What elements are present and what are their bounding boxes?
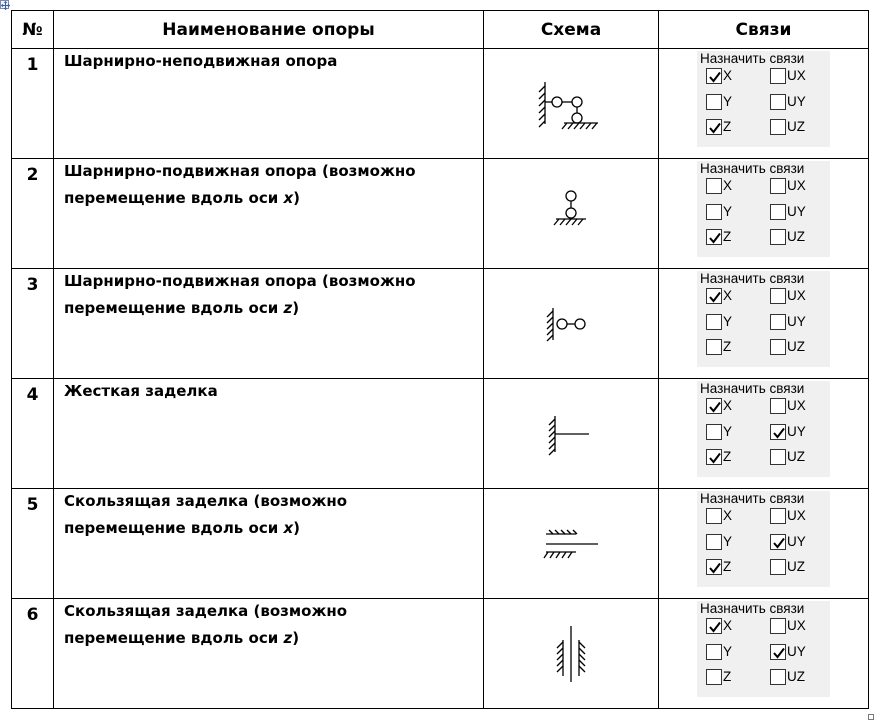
checkbox-z[interactable]	[706, 557, 731, 577]
links-cell	[659, 159, 869, 269]
checkmark-icon	[772, 536, 786, 550]
checkbox-x[interactable]	[706, 396, 732, 416]
checkbox-box[interactable]	[706, 508, 722, 524]
checkbox-z[interactable]	[706, 447, 731, 467]
support-name-text: Шарнирно-неподвижная опора	[64, 52, 338, 70]
checkbox-uz[interactable]	[770, 557, 805, 577]
checkbox-box[interactable]	[770, 669, 786, 685]
panel-title: Назначить связи	[700, 271, 805, 286]
checkbox-box[interactable]	[706, 288, 722, 304]
checkbox-box[interactable]	[770, 94, 786, 110]
row-number: 3	[12, 269, 54, 379]
checkbox-box[interactable]	[706, 644, 722, 660]
header-row	[12, 11, 869, 49]
checkbox-box[interactable]	[770, 398, 786, 414]
row-number: 4	[12, 379, 54, 489]
checkmark-icon	[772, 646, 786, 660]
header-name: Наименование опоры	[54, 11, 484, 49]
checkbox-uz[interactable]	[770, 667, 805, 687]
checkbox-box[interactable]	[770, 68, 786, 84]
checkbox-box[interactable]	[706, 534, 722, 550]
checkbox-label: UY	[787, 94, 806, 109]
panel-title: Назначить связи	[700, 381, 805, 396]
checkmark-icon	[708, 561, 722, 575]
checkbox-y[interactable]	[706, 312, 732, 332]
checkbox-label: Y	[723, 644, 733, 659]
checkbox-label: UZ	[787, 119, 805, 134]
assign-links-panel	[697, 161, 830, 257]
assign-links-panel	[697, 491, 830, 587]
checkmark-icon	[708, 231, 722, 245]
checkbox-label: UX	[787, 288, 806, 303]
checkbox-uy[interactable]	[770, 642, 806, 662]
checkbox-box[interactable]	[770, 424, 786, 440]
checkbox-box[interactable]	[770, 449, 786, 465]
checkmark-icon	[708, 290, 722, 304]
support-name-axis: x	[283, 519, 294, 537]
support-name	[54, 599, 484, 709]
checkbox-box[interactable]	[706, 314, 722, 330]
row-number: 1	[12, 49, 54, 159]
checkbox-box[interactable]	[706, 398, 722, 414]
support-name	[54, 379, 484, 489]
table-row	[12, 599, 869, 709]
table-resize-handle[interactable]	[868, 714, 874, 720]
checkbox-box[interactable]	[770, 119, 786, 135]
links-cell	[659, 269, 869, 379]
checkbox-box[interactable]	[770, 229, 786, 245]
checkbox-label: UZ	[787, 229, 805, 244]
panel-title: Назначить связи	[700, 51, 805, 66]
checkbox-box[interactable]	[770, 644, 786, 660]
scheme-cell	[484, 489, 659, 599]
checkbox-label: UY	[787, 644, 806, 659]
checkbox-uy[interactable]	[770, 202, 806, 222]
support-name-axis: x	[283, 189, 294, 207]
checkbox-label: Z	[723, 119, 732, 134]
roller-support-z-icon	[543, 304, 599, 344]
checkbox-box[interactable]	[770, 618, 786, 634]
roller-support-x-icon	[546, 189, 596, 239]
scheme-cell	[484, 599, 659, 709]
support-name-axis: z	[283, 299, 293, 317]
checkbox-ux[interactable]	[770, 616, 806, 636]
checkbox-label: Y	[723, 534, 733, 549]
support-name-end: )	[292, 629, 300, 647]
checkbox-y[interactable]	[706, 532, 732, 552]
checkbox-uz[interactable]	[770, 337, 805, 357]
header-links: Связи	[659, 11, 869, 49]
checkbox-label: UZ	[787, 339, 805, 354]
checkbox-box[interactable]	[770, 288, 786, 304]
support-name-end: )	[293, 189, 300, 207]
checkbox-uy[interactable]	[770, 532, 806, 552]
panel-title: Назначить связи	[700, 161, 805, 176]
checkmark-icon	[772, 426, 786, 440]
checkbox-uz[interactable]	[770, 447, 805, 467]
checkbox-uy[interactable]	[770, 312, 806, 332]
support-name-text: Шарнирно-подвижная опора (возможно перемещение вдоль оси	[64, 272, 416, 317]
checkbox-label: X	[723, 618, 733, 633]
checkbox-z[interactable]	[706, 117, 731, 137]
checkbox-box[interactable]	[770, 339, 786, 355]
checkbox-x[interactable]	[706, 286, 732, 306]
support-name-text: Шарнирно-подвижная опора (возможно перемещение вдоль оси	[64, 162, 416, 207]
checkbox-uy[interactable]	[770, 92, 806, 112]
checkbox-z[interactable]	[706, 227, 731, 247]
row-number: 5	[12, 489, 54, 599]
checkbox-label: Y	[723, 424, 733, 439]
links-cell	[659, 379, 869, 489]
checkmark-icon	[708, 451, 722, 465]
move-arrows-icon	[1, 1, 10, 10]
row-number: 2	[12, 159, 54, 269]
support-name	[54, 269, 484, 379]
checkbox-label: Z	[723, 229, 732, 244]
checkbox-box[interactable]	[706, 94, 722, 110]
checkbox-label: UX	[787, 508, 806, 523]
scheme-cell	[484, 159, 659, 269]
pinned-support-icon	[536, 74, 606, 134]
assign-links-panel	[697, 51, 830, 147]
fixed-support-icon	[543, 412, 599, 456]
links-cell	[659, 489, 869, 599]
checkbox-x[interactable]	[706, 176, 732, 196]
checkbox-x[interactable]	[706, 66, 732, 86]
checkbox-y[interactable]	[706, 92, 732, 112]
checkbox-box[interactable]	[706, 119, 722, 135]
table-row	[12, 489, 869, 599]
support-name-text: Скользящая заделка (возможно перемещение вдоль оси	[64, 492, 348, 537]
checkbox-label: UZ	[787, 669, 805, 684]
checkbox-box[interactable]	[706, 669, 722, 685]
checkbox-box[interactable]	[706, 618, 722, 634]
checkbox-label: UX	[787, 178, 806, 193]
checkbox-box[interactable]	[770, 508, 786, 524]
checkbox-box[interactable]	[706, 424, 722, 440]
row-number: 6	[12, 599, 54, 709]
checkbox-label: Z	[723, 339, 732, 354]
links-cell	[659, 599, 869, 709]
table-row	[12, 159, 869, 269]
panel-title: Назначить связи	[700, 601, 805, 616]
support-name-end: )	[292, 299, 300, 317]
checkbox-box[interactable]	[770, 178, 786, 194]
sliding-fixed-x-icon	[536, 526, 606, 562]
table-row	[12, 49, 869, 159]
checkbox-label: UZ	[787, 449, 805, 464]
checkbox-y[interactable]	[706, 202, 732, 222]
assign-links-panel	[697, 271, 830, 367]
checkbox-box[interactable]	[770, 314, 786, 330]
support-name	[54, 489, 484, 599]
checkbox-box[interactable]	[770, 534, 786, 550]
checkbox-box[interactable]	[770, 204, 786, 220]
checkbox-label: Y	[723, 314, 733, 329]
scheme-cell	[484, 49, 659, 159]
assign-links-panel	[697, 601, 830, 697]
scheme-cell	[484, 379, 659, 489]
checkbox-y[interactable]	[706, 422, 732, 442]
checkbox-z[interactable]	[706, 667, 731, 687]
header-scheme: Схема	[484, 11, 659, 49]
checkbox-label: UX	[787, 68, 806, 83]
checkbox-ux[interactable]	[770, 506, 806, 526]
support-name-axis: z	[283, 629, 293, 647]
checkmark-icon	[708, 70, 722, 84]
checkmark-icon	[708, 121, 722, 135]
checkbox-uz[interactable]	[770, 227, 805, 247]
checkbox-label: UY	[787, 424, 806, 439]
checkmark-icon	[708, 620, 722, 634]
checkmark-icon	[708, 400, 722, 414]
table-row	[12, 379, 869, 489]
checkbox-ux[interactable]	[770, 176, 806, 196]
checkbox-label: X	[723, 178, 733, 193]
checkbox-box[interactable]	[706, 339, 722, 355]
checkbox-label: X	[723, 398, 733, 413]
checkbox-label: UZ	[787, 559, 805, 574]
checkbox-label: Y	[723, 204, 733, 219]
checkbox-label: X	[723, 288, 733, 303]
support-name-text: Жесткая заделка	[64, 382, 218, 400]
checkbox-label: Z	[723, 669, 732, 684]
table-move-handle[interactable]	[0, 0, 9, 9]
checkbox-box[interactable]	[706, 449, 722, 465]
table-row	[12, 269, 869, 379]
checkbox-box[interactable]	[770, 559, 786, 575]
checkbox-y[interactable]	[706, 642, 732, 662]
checkbox-ux[interactable]	[770, 66, 806, 86]
checkbox-ux[interactable]	[770, 286, 806, 306]
checkbox-box[interactable]	[706, 204, 722, 220]
links-cell	[659, 49, 869, 159]
scheme-cell	[484, 269, 659, 379]
checkbox-label: X	[723, 68, 733, 83]
checkbox-label: UY	[787, 534, 806, 549]
panel-title: Назначить связи	[700, 491, 805, 506]
checkbox-box[interactable]	[706, 68, 722, 84]
checkbox-uy[interactable]	[770, 422, 806, 442]
checkbox-box[interactable]	[706, 229, 722, 245]
checkbox-label: Y	[723, 94, 733, 109]
checkbox-label: X	[723, 508, 733, 523]
supports-table	[11, 10, 869, 709]
checkbox-label: UY	[787, 314, 806, 329]
checkbox-x[interactable]	[706, 506, 732, 526]
checkbox-ux[interactable]	[770, 396, 806, 416]
checkbox-z[interactable]	[706, 337, 731, 357]
checkbox-label: Z	[723, 449, 732, 464]
checkbox-label: Z	[723, 559, 732, 574]
assign-links-panel	[697, 381, 830, 477]
checkbox-box[interactable]	[706, 559, 722, 575]
support-name	[54, 49, 484, 159]
checkbox-box[interactable]	[706, 178, 722, 194]
support-name	[54, 159, 484, 269]
checkbox-uz[interactable]	[770, 117, 805, 137]
checkbox-x[interactable]	[706, 616, 732, 636]
sliding-fixed-z-icon	[551, 622, 591, 686]
checkbox-label: UY	[787, 204, 806, 219]
header-num: №	[12, 11, 54, 49]
support-name-text: Скользящая заделка (возможно перемещение вдоль оси	[64, 602, 348, 647]
support-name-end: )	[293, 519, 300, 537]
checkbox-label: UX	[787, 618, 806, 633]
checkbox-label: UX	[787, 398, 806, 413]
